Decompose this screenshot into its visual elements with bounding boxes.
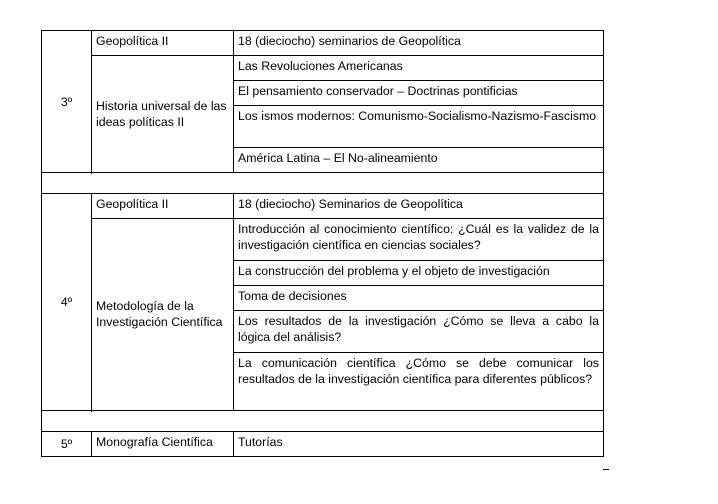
- subject-cell: Historia universal de las ideas políticas II: [92, 56, 234, 173]
- table-row: [42, 194, 604, 219]
- year-cell: 3º: [42, 31, 92, 173]
- year-cell: 4º: [42, 194, 92, 411]
- year-cell: 5º: [42, 432, 92, 457]
- spacer-row: [42, 411, 604, 432]
- table-edge-mark: [603, 469, 609, 470]
- spacer-row: [42, 173, 604, 194]
- topic-cell: Tutorías: [234, 432, 604, 457]
- table-row: [42, 31, 604, 56]
- topic-cell: El pensamiento conservador – Doctrinas pontificias: [234, 81, 604, 106]
- topic-cell: 18 (dieciocho) seminarios de Geopolítica: [234, 31, 604, 56]
- topic-cell: La construcción del problema y el objeto de investigación: [234, 261, 604, 286]
- topic-cell: La comunicación científica ¿Cómo se debe comunicar los resultados de la investigación científica para diferentes públicos?: [234, 353, 604, 411]
- subject-cell: Geopolítica II: [92, 31, 234, 56]
- topic-cell: Los ismos modernos: Comunismo-Socialismo-Nazismo-Fascismo: [234, 106, 604, 148]
- table-row: [42, 56, 604, 81]
- subject-cell: Geopolítica II: [92, 194, 234, 219]
- curriculum-table: [41, 30, 604, 457]
- table-row: [42, 219, 604, 261]
- subject-cell: Monografía Científica: [92, 432, 234, 457]
- table-row: [42, 432, 604, 457]
- topic-cell: 18 (dieciocho) Seminarios de Geopolítica: [234, 194, 604, 219]
- subject-cell: Metodología de la Investigación Científica: [92, 219, 234, 411]
- topic-cell: Las Revoluciones Americanas: [234, 56, 604, 81]
- topic-cell: Los resultados de la investigación ¿Cómo se lleva a cabo la lógica del análisis?: [234, 311, 604, 353]
- spacer-cell: [42, 411, 604, 432]
- topic-cell: Toma de decisiones: [234, 286, 604, 311]
- topic-cell: América Latina – El No-alineamiento: [234, 148, 604, 173]
- spacer-cell: [42, 173, 604, 194]
- topic-cell: Introducción al conocimiento científico: ¿Cuál es la validez de la investigación científica en ciencias sociales?: [234, 219, 604, 261]
